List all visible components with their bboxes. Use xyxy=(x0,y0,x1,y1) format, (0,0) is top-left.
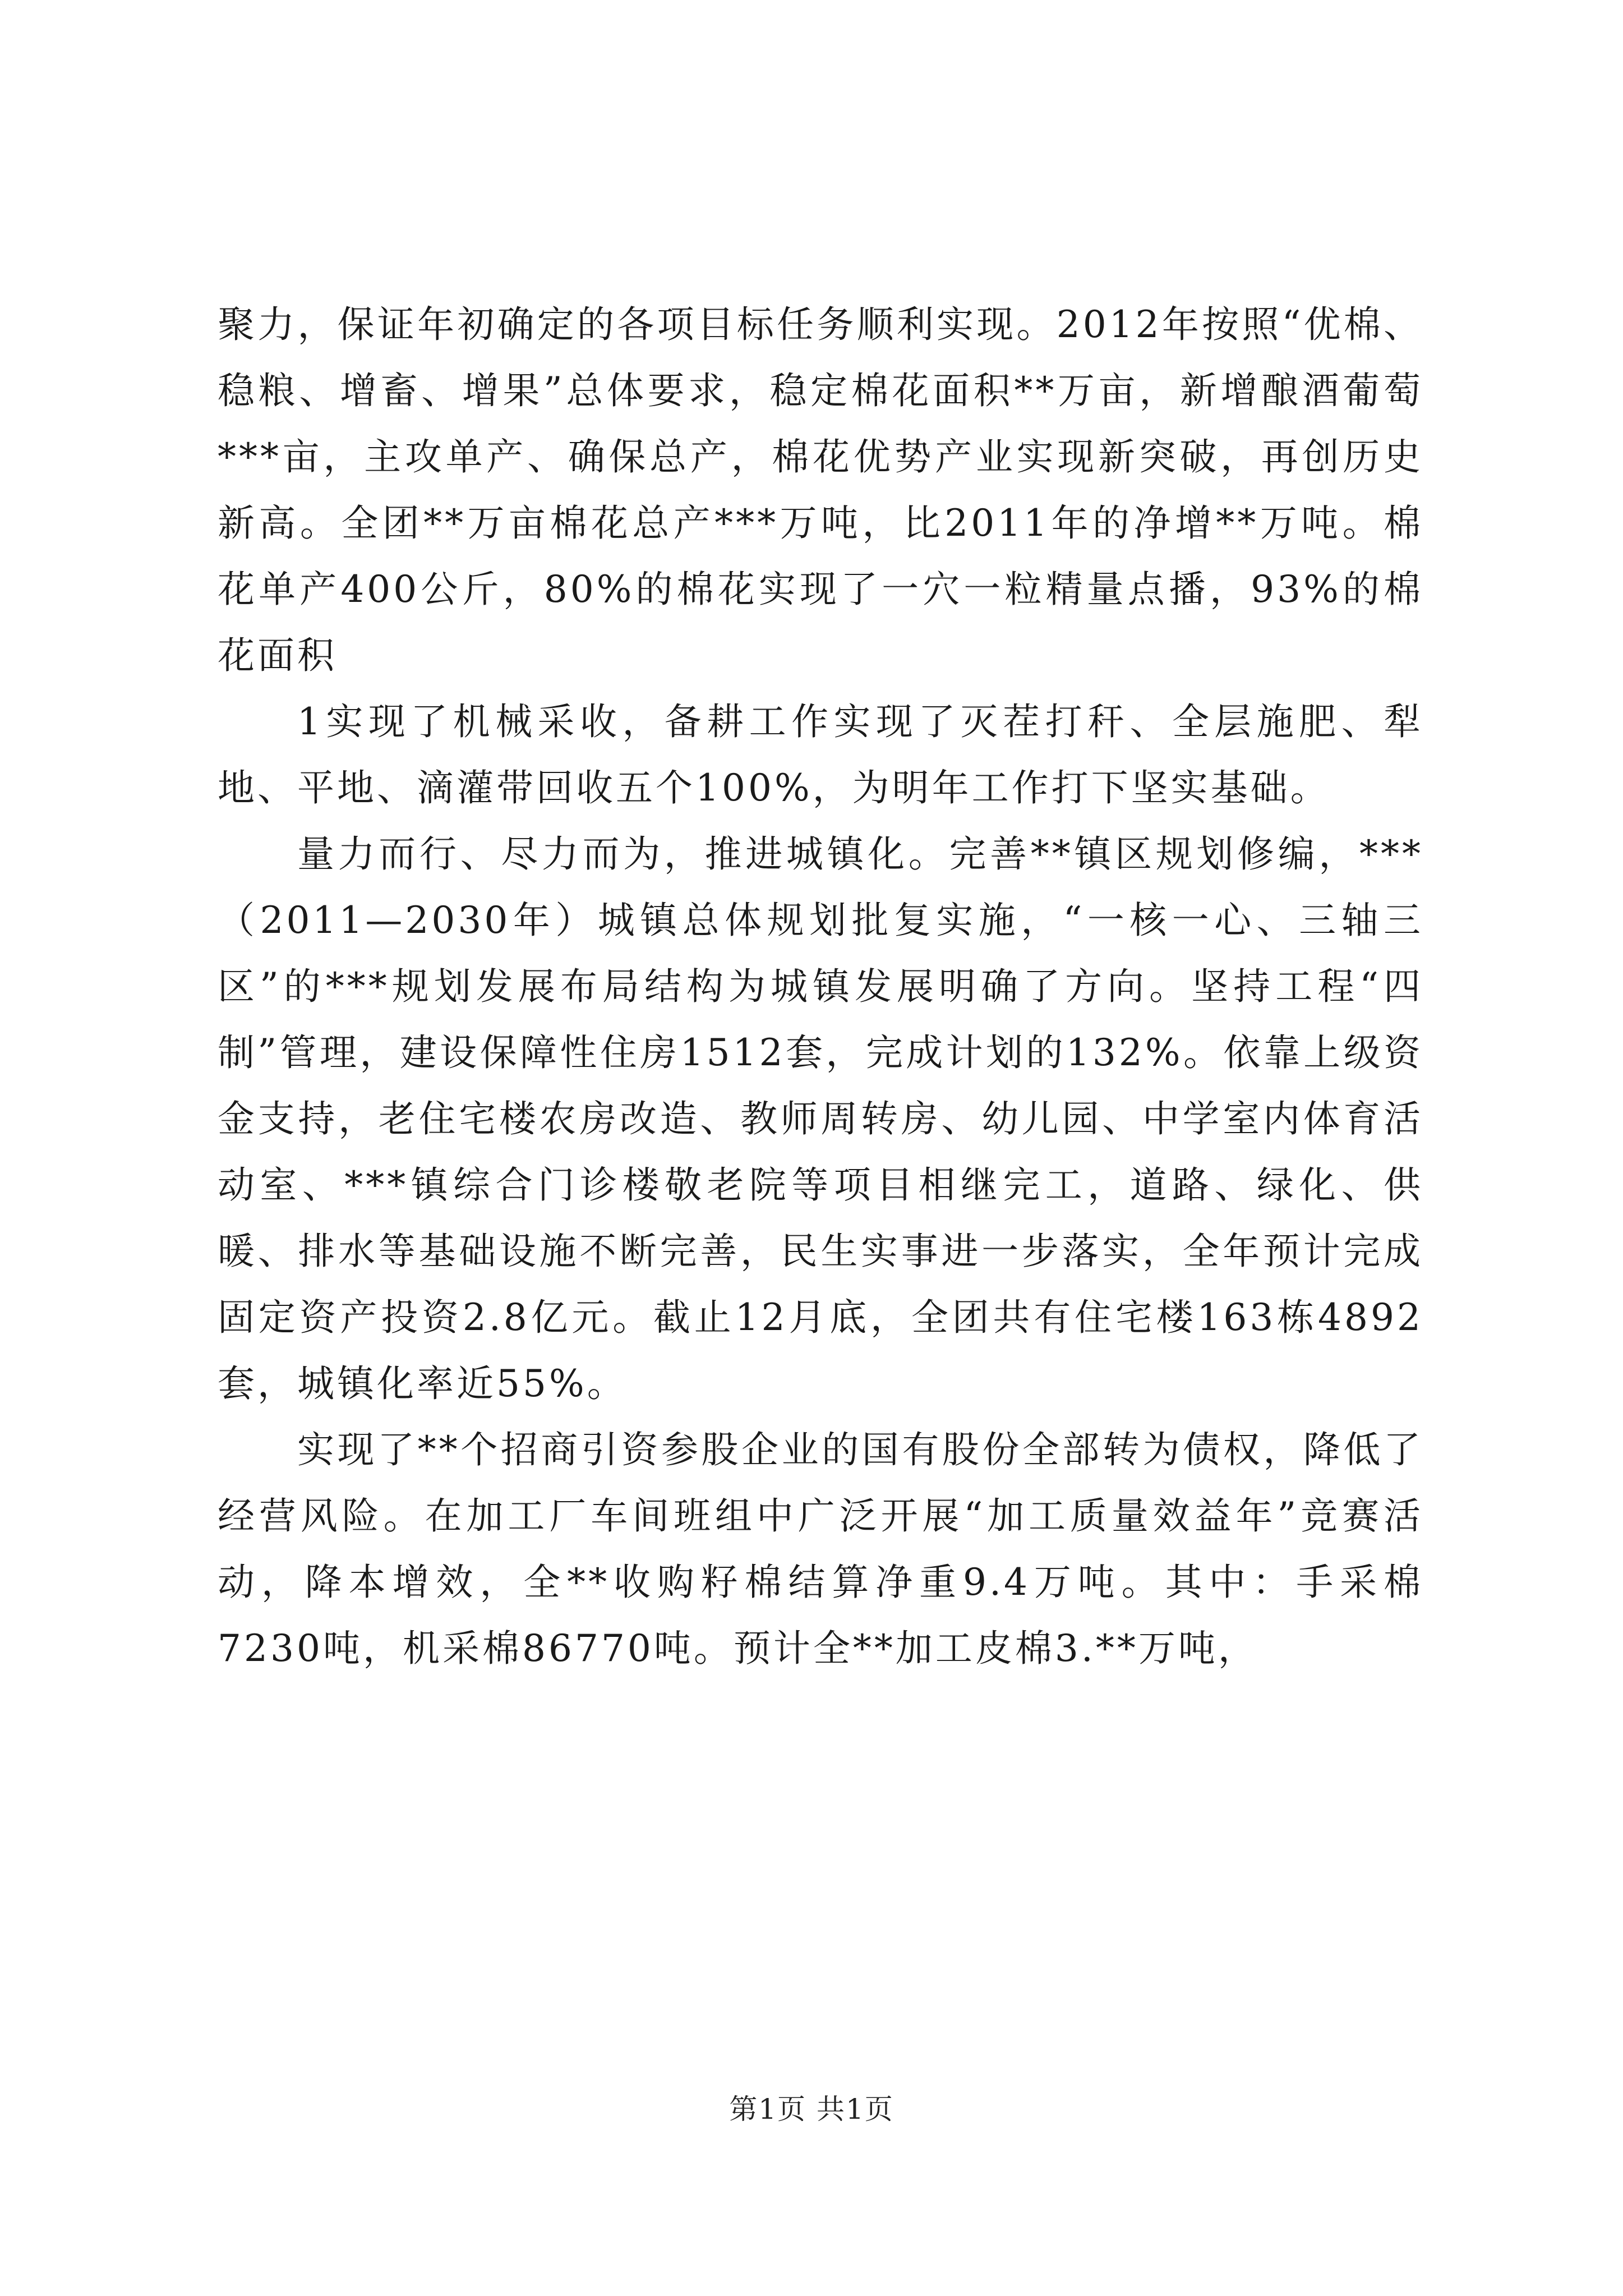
paragraph-1: 聚力，保证年初确定的各项目标任务顺利实现。2012年按照“优棉、稳粮、增畜、增果”总体要求，稳定棉花面积**万亩，新增酿酒葡萄***亩，主攻单产、确保总产，棉花优势产业实现新突破，再创历史新高。全团**万亩棉花总产***万吨，比2011年的净增**万吨。棉花单产400公斤，80%的棉花实现了一穴一粒精量点播，93%的棉花面积 xyxy=(218,303,1423,677)
paragraph-2: 1实现了机械采收，备耕工作实现了灭茬打秆、全层施肥、犁地、平地、滴灌带回收五个100%，为明年工作打下坚实基础。 xyxy=(218,700,1423,809)
paragraph-4: 实现了**个招商引资参股企业的国有股份全部转为债权，降低了经营风险。在加工厂车间班组中广泛开展“加工质量效益年”竞赛活动，降本增效，全**收购籽棉结算净重9.4万吨。其中：手采棉7230吨，机采棉86770吨。预计全**加工皮棉3.**万吨， xyxy=(218,1428,1423,1670)
page-footer: 第1页 共1页 xyxy=(729,2093,894,2125)
paragraph-3: 量力而行、尽力而为，推进城镇化。完善**镇区规划修编，***（2011—2030年）城镇总体规划批复实施，“一核一心、三轴三区”的***规划发展布局结构为城镇发展明确了方向。坚持工程“四制”管理，建设保障性住房1512套，完成计划的132%。依靠上级资金支持，老住宅楼农房改造、教师周转房、幼儿园、中学室内体育活动室、***镇综合门诊楼敬老院等项目相继完工，道路、绿化、供暖、排水等基础设施不断完善，民生实事进一步落实，全年预计完成固定资产投资2.8亿元。截止12月底，全团共有住宅楼163栋4892套，城镇化率近55%。 xyxy=(218,832,1423,1405)
document-body xyxy=(218,292,1423,1682)
